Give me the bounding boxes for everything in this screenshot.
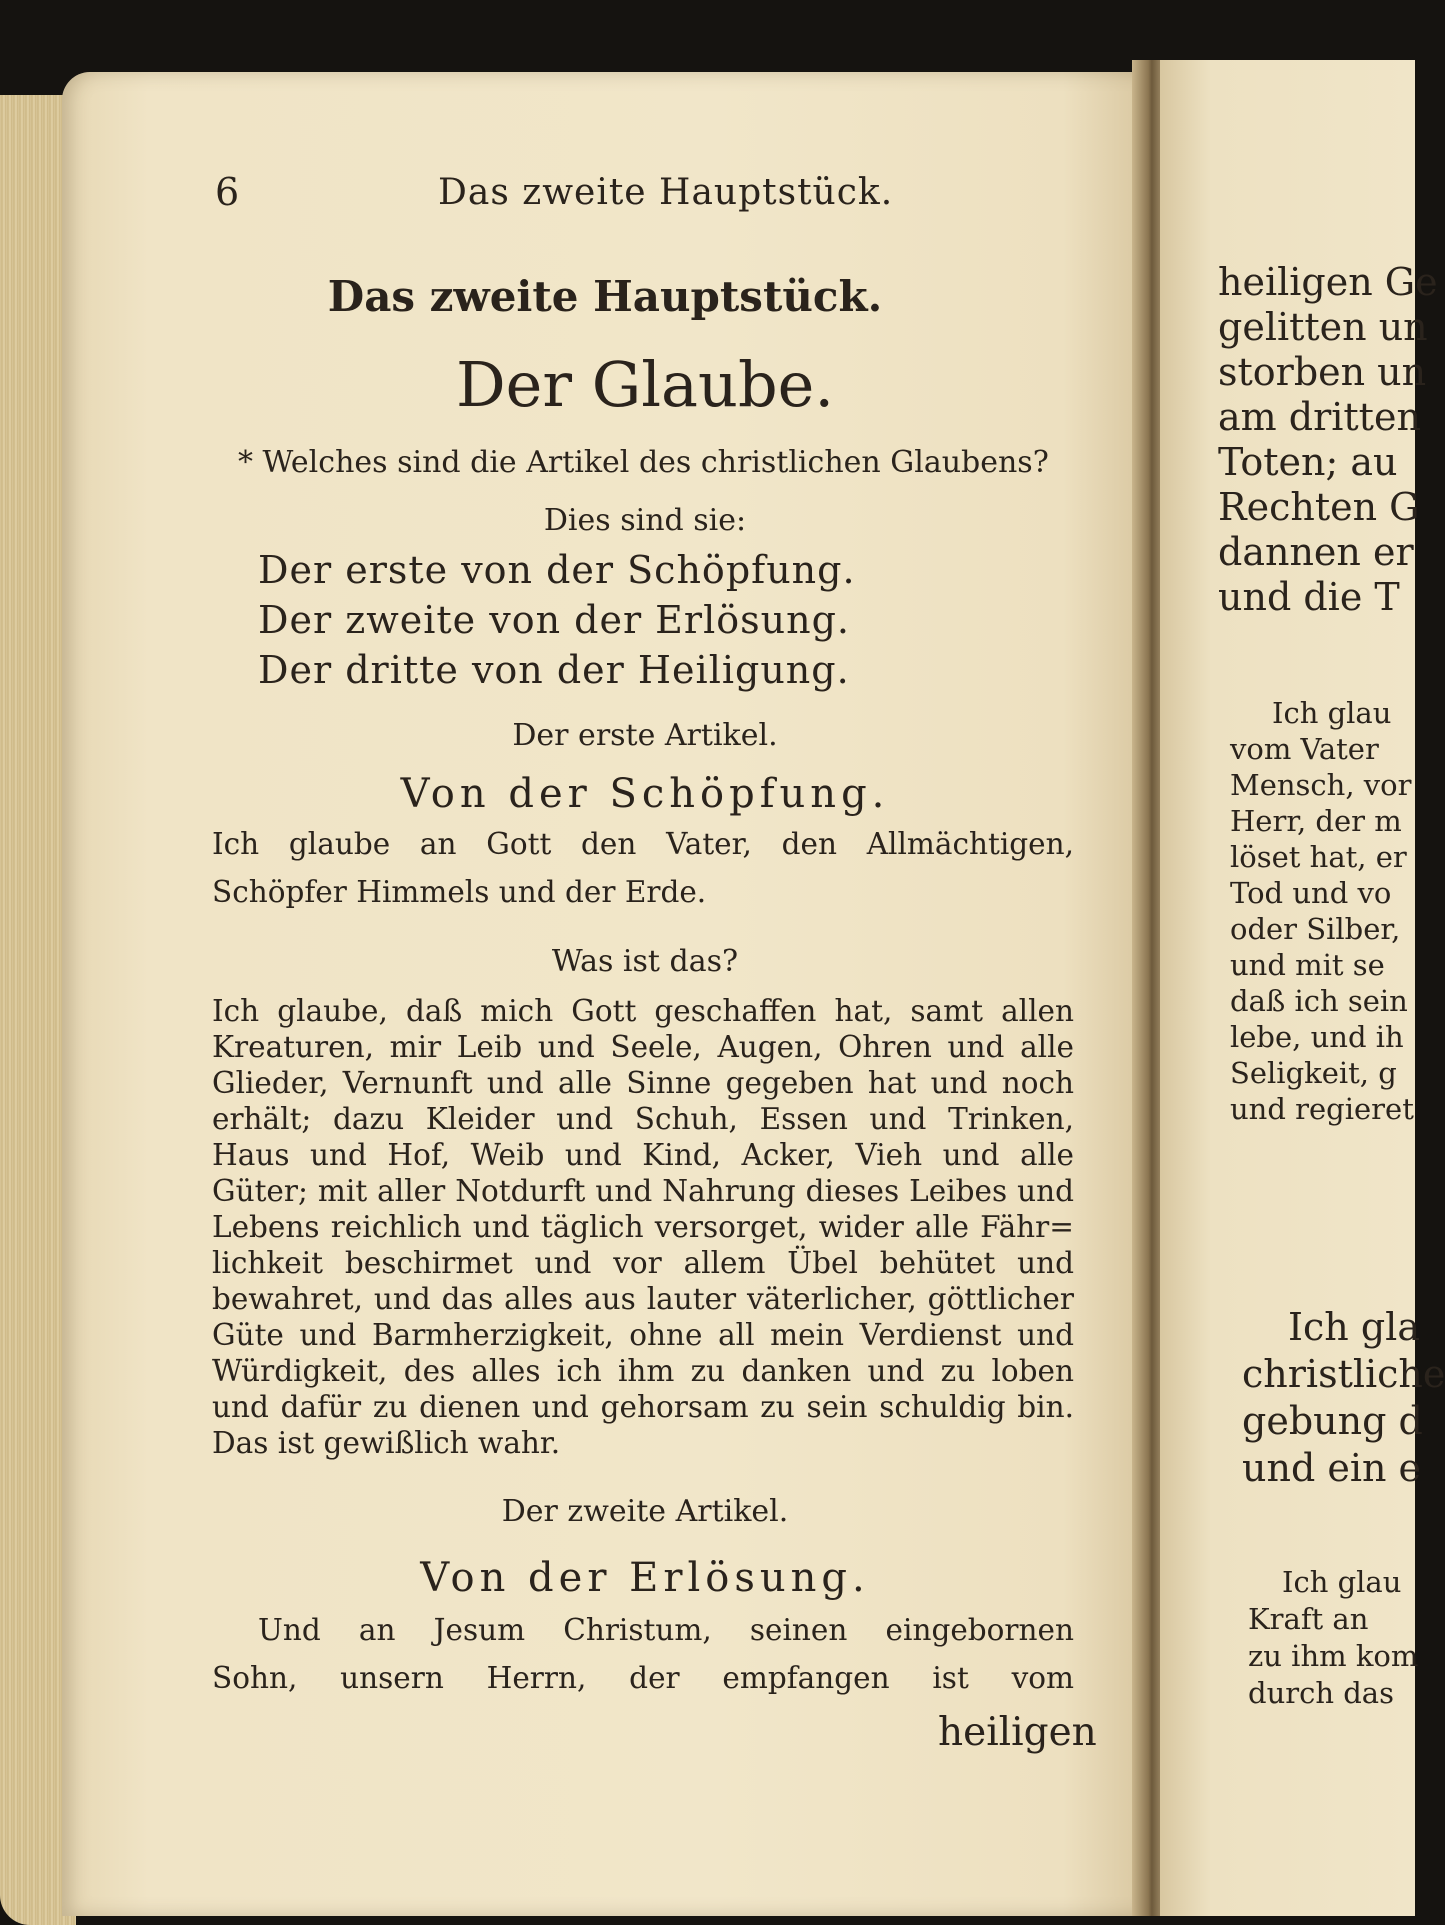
article-list-item: Der dritte von der Heiligung. [258,648,850,692]
right-page-line: daß ich sein [1230,984,1408,1018]
right-page-line: durch das [1248,1676,1394,1710]
explanation-line: bewahret, und das alles aus lauter väterlicher, göttlicher [212,1282,1074,1316]
running-head: Das zweite Hauptstück. [438,172,894,213]
right-page-line: Ich gla [1288,1305,1420,1349]
article-list-item: Der zweite von der Erlösung. [258,598,850,642]
right-page-line: Mensch, vor [1230,768,1412,802]
first-article-heading: Von der Schöpfung. [400,771,890,817]
right-page-line: Tod und vo [1230,876,1392,910]
catechism-question: * Welches sind die Artikel des christlichen Glaubens? [238,445,1049,480]
explanation-line: Würdigkeit, des alles ich ihm zu danken und zu loben [212,1354,1074,1388]
explanation-line: erhält; dazu Kleider und Schuh, Essen und Trinken, [212,1102,1074,1136]
explanation-line: Glieder, Vernunft und alle Sinne gegeben hat und noch [212,1066,1074,1100]
right-page-line: lebe, und ih [1230,1020,1404,1054]
right-page-line: vom Vater [1230,732,1379,766]
right-page-line: Kraft an [1248,1602,1369,1636]
explanation-line: und dafür zu dienen und gehorsam zu sein schuldig bin. [212,1390,1074,1424]
creed-line: Schöpfer Himmels und der Erde. [212,875,707,909]
section-title: Der Glaube. [455,348,835,421]
right-page-line: löset hat, er [1230,840,1407,874]
explanation-line: Ich glaube, daß mich Gott geschaffen hat, samt allen [212,994,1074,1028]
right-page-line: zu ihm kom [1248,1639,1419,1673]
explanation-line: lichkeit beschirmet und vor allem Übel behütet und [212,1246,1074,1280]
right-page-line: und mit se [1230,948,1385,982]
right-page-line: Rechten G [1218,485,1420,529]
right-page-line: storben un [1218,350,1427,394]
right-page-line: Ich glau [1282,1565,1402,1599]
second-article-label: Der zweite Artikel. [501,1494,789,1529]
what-is-that: Was ist das? [551,944,739,979]
right-page-line: gelitten un [1218,305,1428,349]
answer-intro: Dies sind sie: [543,503,747,538]
right-page-line: und regieret [1230,1092,1414,1126]
right-page-line: Toten; au [1218,440,1398,484]
page-number: 6 [215,170,240,214]
article-list-item: Der erste von der Schöpfung. [258,548,856,592]
right-page-line: dannen er [1218,530,1414,574]
right-page-line: Seligkeit, g [1230,1056,1397,1090]
explanation-line: Güte und Barmherzigkeit, ohne all mein Verdienst und [212,1318,1074,1352]
right-page-line: heiligen Ge [1218,260,1438,304]
creed-line: Und an Jesum Christum, seinen eingebornen [258,1613,1074,1647]
first-article-label: Der erste Artikel. [512,718,778,753]
right-page-line: Herr, der m [1230,804,1402,838]
right-page [1160,60,1445,1916]
explanation-line: Haus und Hof, Weib und Kind, Acker, Vieh und alle [212,1138,1074,1172]
right-page-line: gebung d [1242,1399,1423,1443]
right-page-line: und ein e [1242,1446,1422,1490]
creed-line: Sohn, unsern Herrn, der empfangen ist vom [212,1661,1074,1695]
catchword: heiligen [938,1710,1097,1755]
right-page-line: Ich glau [1272,696,1392,730]
explanation-line: Güter; mit aller Notdurft und Nahrung dieses Leibes und [212,1174,1074,1208]
explanation-line: Das ist gewißlich wahr. [212,1426,561,1460]
creed-line: Ich glaube an Gott den Vater, den Allmächtigen, [212,827,1074,861]
explanation-line: Lebens reichlich und täglich versorget, wider alle Fähr= [212,1210,1074,1244]
right-page-line: christliche [1242,1352,1445,1396]
explanation-line: Kreaturen, mir Leib und Seele, Augen, Ohren und alle [212,1030,1074,1064]
right-page-line: am dritten [1218,395,1421,439]
right-page-line: oder Silber, [1230,912,1401,946]
right-page-line: und die T [1218,575,1400,619]
second-article-heading: Von der Erlösung. [420,1555,870,1601]
chapter-heading: Das zweite Hauptstück. [327,272,883,321]
